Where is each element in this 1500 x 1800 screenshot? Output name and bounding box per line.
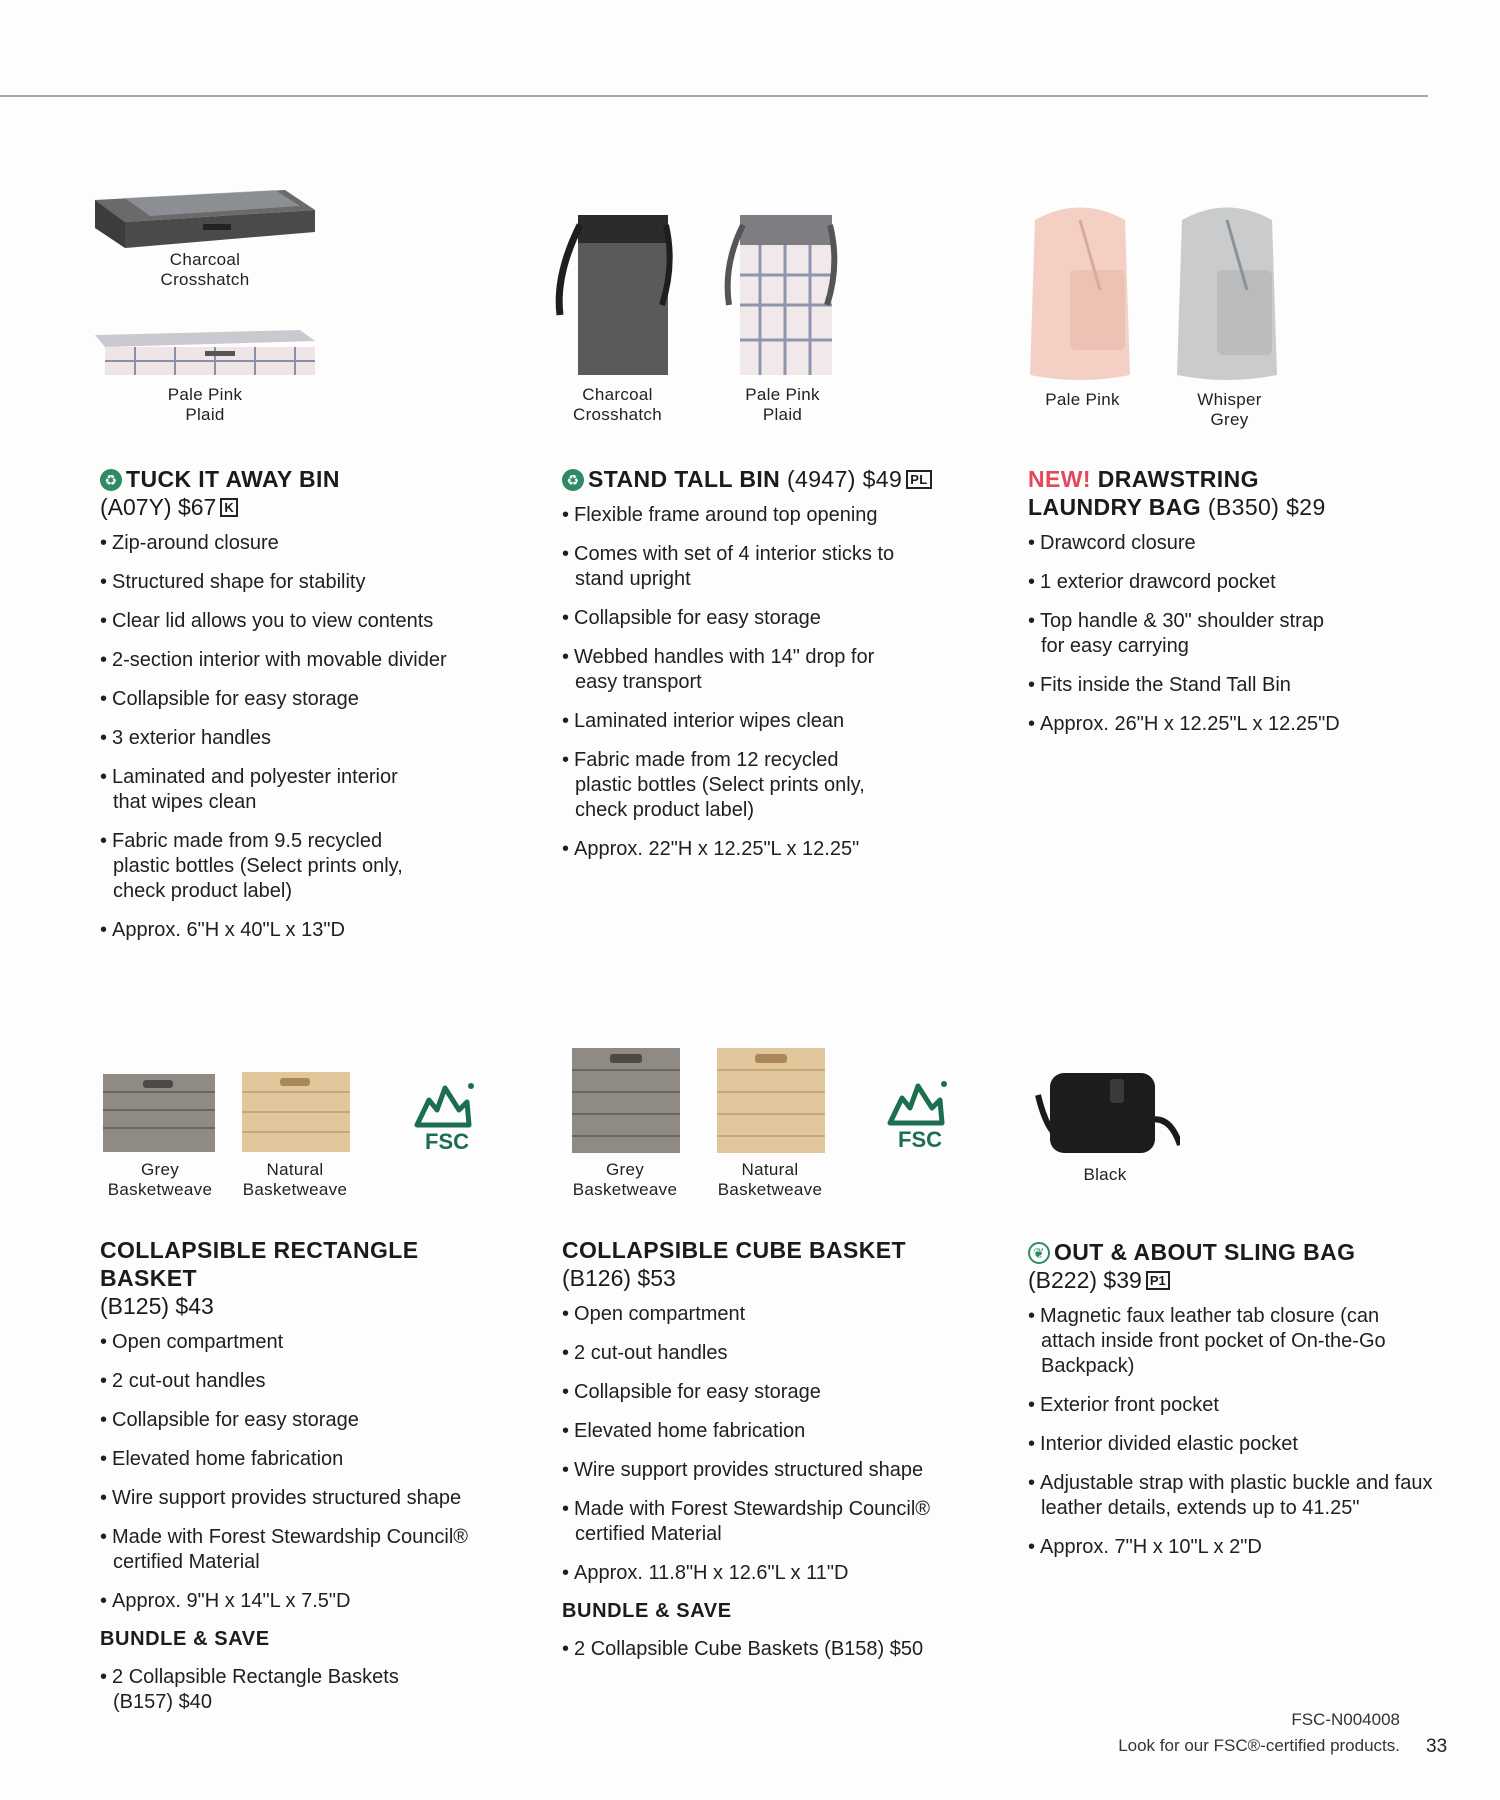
rect-basket-grey-image	[95, 1062, 225, 1160]
laundry-bag-grey-image	[1152, 190, 1307, 390]
list-item: • Wire support provides structured shape	[100, 1486, 520, 1511]
fsc-label: FSC	[425, 1129, 469, 1154]
swatch-label: Pale Pink Plaid	[167, 385, 243, 424]
swatch-label: Grey Basketweave	[107, 1160, 213, 1199]
bundle-heading: BUNDLE & SAVE	[562, 1600, 732, 1622]
list-item: • Made with Forest Stewardship Council® certified Material	[562, 1497, 965, 1547]
swatch-pale-pink-plaid[interactable]	[715, 205, 850, 425]
recycle-icon: ♻	[100, 469, 122, 491]
code-price: (A07Y) $67	[100, 494, 217, 520]
list-item: • Approx. 22"H x 12.25"L x 12.25"	[562, 837, 982, 862]
tuck-bin-plaid-image	[85, 315, 325, 385]
list-item: • 2 cut-out handles	[562, 1341, 982, 1366]
list-item: • Laminated interior wipes clean	[562, 709, 982, 734]
cube-basket-natural-image	[705, 1040, 835, 1160]
sling-bag-black-image	[1030, 1065, 1180, 1165]
code-price: (4947) $49	[786, 466, 903, 492]
bundle-item: • 2 Collapsible Rectangle Baskets (B157) $40	[100, 1665, 433, 1715]
program-badge: P1	[1146, 1271, 1170, 1290]
swatch-whisper-grey[interactable]	[1152, 190, 1307, 430]
product-title	[100, 465, 520, 493]
swatch-label: Charcoal Crosshatch	[160, 250, 250, 289]
list-item: • Approx. 7"H x 10"L x 2"D	[1028, 1535, 1438, 1560]
feature-list	[100, 531, 520, 943]
list-item: • Zip-around closure	[100, 531, 520, 556]
fsc-license-code: FSC-N004008	[1291, 1710, 1400, 1729]
list-item: • Elevated home fabrication	[100, 1447, 520, 1472]
list-item: • 2 cut-out handles	[100, 1369, 520, 1394]
bundle-heading: BUNDLE & SAVE	[100, 1628, 270, 1650]
code-price: (B350) $29	[1207, 494, 1326, 520]
list-item: • Approx. 6"H x 40"L x 13"D	[100, 918, 520, 943]
list-item: • Approx. 9"H x 14"L x 7.5"D	[100, 1589, 520, 1614]
bundle-list	[562, 1637, 982, 1662]
list-item: • Fits inside the Stand Tall Bin	[1028, 673, 1448, 698]
swatch-pale-pink[interactable]	[1005, 190, 1160, 410]
swatch-label: Whisper Grey	[1197, 390, 1262, 429]
list-item: • Webbed handles with 14" drop for easy transport	[562, 645, 895, 695]
swatch-grey-basketweave[interactable]	[95, 1062, 225, 1200]
swatch-label: Pale Pink Plaid	[745, 385, 820, 424]
product-code-price	[1028, 1266, 1438, 1294]
code-price: (B222) $39	[1028, 1267, 1142, 1293]
product-title	[1028, 465, 1448, 493]
fsc-tree-icon	[407, 1080, 477, 1135]
swatch-natural-basketweave[interactable]	[230, 1062, 360, 1200]
feature-list	[1028, 1304, 1438, 1560]
program-badge: K	[220, 498, 237, 517]
top-divider	[0, 95, 1428, 97]
swatch-charcoal-crosshatch[interactable]	[550, 205, 685, 425]
swatch-black[interactable]	[1030, 1065, 1180, 1185]
rect-basket-natural-image	[230, 1062, 360, 1160]
feature-list	[100, 1330, 520, 1614]
swatch-label: Natural Basketweave	[242, 1160, 348, 1199]
swatch-label: Natural Basketweave	[717, 1160, 823, 1199]
bundle-item: • 2 Collapsible Cube Baskets (B158) $50	[562, 1637, 982, 1662]
swatch-label: Pale Pink	[1045, 390, 1120, 409]
product-title	[1028, 1238, 1438, 1266]
swatch-natural-basketweave[interactable]	[705, 1040, 835, 1200]
list-item: • Drawcord closure	[1028, 531, 1448, 556]
laundry-details	[1028, 465, 1448, 751]
list-item: • Elevated home fabrication	[562, 1419, 982, 1444]
list-item: • Open compartment	[562, 1302, 982, 1327]
list-item: • Interior divided elastic pocket	[1028, 1432, 1438, 1457]
bundle-list	[100, 1665, 520, 1715]
program-badge: PL	[906, 470, 931, 489]
sling-details	[1028, 1238, 1438, 1574]
list-item: • Made with Forest Stewardship Council® certified Material	[100, 1525, 503, 1575]
product-name: OUT & ABOUT SLING BAG	[1054, 1239, 1356, 1265]
list-item: • Adjustable strap with plastic buckle and faux leather details, extends up to 41.25"	[1028, 1471, 1441, 1521]
list-item: • 3 exterior handles	[100, 726, 520, 751]
swatch-label: Grey Basketweave	[572, 1160, 678, 1199]
list-item: • Approx. 11.8"H x 12.6"L x 11"D	[562, 1561, 982, 1586]
feature-list	[1028, 531, 1448, 737]
fsc-logo	[880, 1078, 960, 1153]
product-code-price	[100, 493, 520, 521]
list-item: • Collapsible for easy storage	[562, 606, 982, 631]
cube-basket-grey-image	[560, 1040, 690, 1160]
list-item: • Flexible frame around top opening	[562, 503, 982, 528]
fsc-logo	[407, 1080, 487, 1155]
feature-list	[562, 503, 982, 862]
swatch-label: Charcoal Crosshatch	[573, 385, 662, 424]
product-title: COLLAPSIBLE RECTANGLE BASKET	[100, 1237, 419, 1291]
list-item: • Structured shape for stability	[100, 570, 520, 595]
code-price: (B126) $53	[562, 1265, 676, 1291]
laundry-bag-pink-image	[1005, 190, 1160, 390]
list-item: • Open compartment	[100, 1330, 520, 1355]
list-item: • Fabric made from 12 recycled plastic bottles (Select prints only, check product label)	[562, 748, 895, 823]
product-title	[562, 465, 982, 493]
stand-bin-charcoal-image	[550, 205, 685, 385]
tuck-bin-charcoal-image	[85, 170, 325, 250]
list-item: • Fabric made from 9.5 recycled plastic bottles (Select prints only, check product label)	[100, 829, 433, 904]
tuck-details	[100, 465, 520, 957]
list-item: • Laminated and polyester interior that wipes clean	[100, 765, 433, 815]
list-item: • Comes with set of 4 interior sticks to stand upright	[562, 542, 915, 592]
list-item: • Top handle & 30" shoulder strap for easy carrying	[1028, 609, 1351, 659]
stand-details	[562, 465, 982, 876]
list-item: • Magnetic faux leather tab closure (can attach inside front pocket of On-the-Go Backpack)	[1028, 1304, 1426, 1379]
swatch-charcoal-crosshatch[interactable]	[85, 170, 325, 290]
swatch-pale-pink-plaid[interactable]	[85, 315, 325, 425]
product-name: STAND TALL BIN	[588, 466, 781, 492]
fsc-footnote: Look for our FSC®-certified products.	[1118, 1736, 1400, 1755]
stand-bin-plaid-image	[715, 205, 850, 385]
fsc-label: FSC	[898, 1127, 942, 1152]
new-badge: NEW!	[1028, 466, 1091, 492]
cube-details	[562, 1236, 982, 1676]
product-title-line2	[1028, 493, 1448, 521]
swatch-label: Black	[1083, 1165, 1127, 1184]
fsc-tree-icon	[880, 1078, 950, 1133]
list-item: • Collapsible for easy storage	[100, 1408, 520, 1433]
list-item: • Wire support provides structured shape	[562, 1458, 982, 1483]
product-name-line1: DRAWSTRING	[1097, 466, 1259, 492]
feature-list	[562, 1302, 982, 1586]
product-name-line2: LAUNDRY BAG	[1028, 494, 1202, 520]
list-item: • 2-section interior with movable divider	[100, 648, 520, 673]
code-price: (B125) $43	[100, 1293, 214, 1319]
list-item: • Collapsible for easy storage	[100, 687, 520, 712]
recycle-icon: ♻	[562, 469, 584, 491]
list-item: • Collapsible for easy storage	[562, 1380, 982, 1405]
swatch-grey-basketweave[interactable]	[560, 1040, 690, 1200]
leaf-icon: ❦	[1028, 1242, 1050, 1264]
list-item: • Exterior front pocket	[1028, 1393, 1438, 1418]
product-name: TUCK IT AWAY BIN	[126, 466, 340, 492]
product-title: COLLAPSIBLE CUBE BASKET	[562, 1237, 906, 1263]
rect-details	[100, 1236, 520, 1729]
list-item: • Clear lid allows you to view contents	[100, 609, 520, 634]
list-item: • Approx. 26"H x 12.25"L x 12.25"D	[1028, 712, 1448, 737]
page-number: 33	[1426, 1736, 1448, 1757]
list-item: • 1 exterior drawcord pocket	[1028, 570, 1448, 595]
